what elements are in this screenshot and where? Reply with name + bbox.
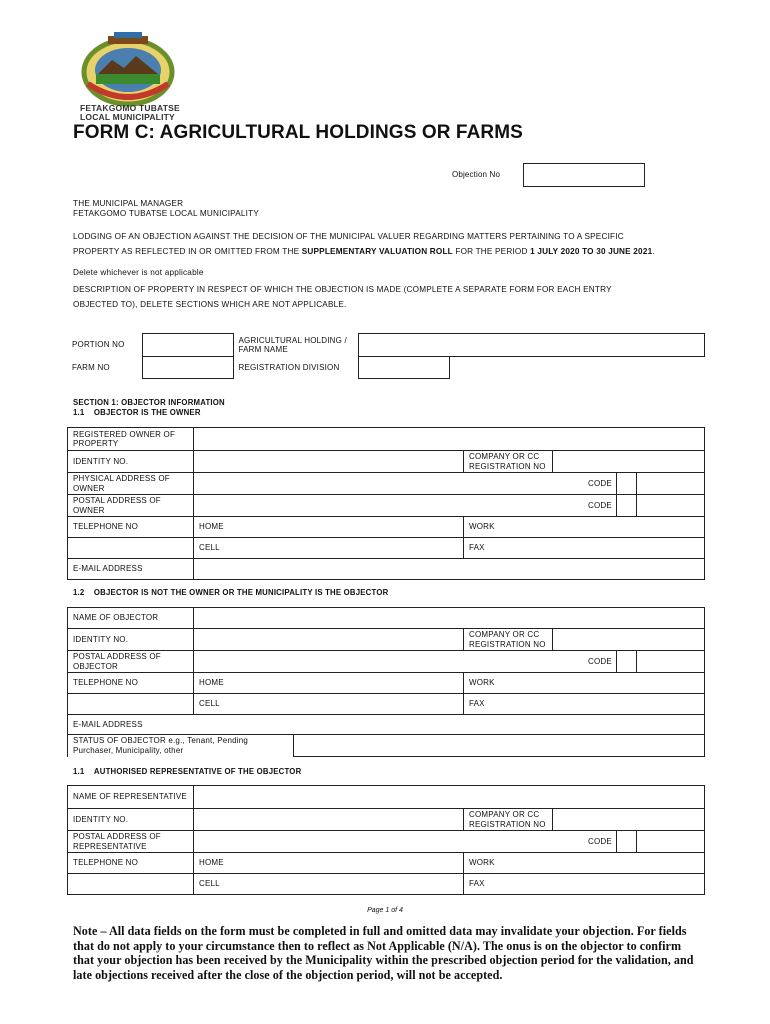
representative-heading: 1.1 AUTHORISED REPRESENTATIVE OF THE OBJECTOR <box>73 767 302 776</box>
rep-work-phone[interactable]: WORK <box>464 853 705 874</box>
rep-telephone-label: TELEPHONE NO <box>68 853 194 874</box>
identity-no-input[interactable] <box>194 451 464 473</box>
owner-table <box>67 427 705 580</box>
physical-code-input[interactable] <box>637 473 705 495</box>
rep-name-label: NAME OF REPRESENTATIVE <box>68 786 194 809</box>
objector-cell-phone[interactable]: CELL <box>194 694 464 715</box>
rep-postal-input[interactable] <box>194 831 617 853</box>
rep-cell-phone[interactable]: CELL <box>194 874 464 895</box>
rep-company-input[interactable] <box>553 809 705 831</box>
objector-identity-input[interactable] <box>194 629 464 651</box>
objector-home-phone[interactable]: HOME <box>194 673 464 694</box>
objection-no-input[interactable] <box>523 163 645 187</box>
farm-no-input[interactable] <box>142 357 233 379</box>
rep-code-input[interactable] <box>637 831 705 853</box>
objector-status-input[interactable] <box>294 735 705 757</box>
farm-no-label: FARM NO <box>72 362 110 372</box>
agri-holding-input[interactable] <box>358 334 704 357</box>
email-label: E-MAIL ADDRESS <box>68 559 194 580</box>
logo-text: FETAKGOMO TUBATSE LOCAL MUNICIPALITY <box>80 103 180 122</box>
physical-code-label: CODE <box>617 473 637 495</box>
representative-table <box>67 785 705 895</box>
objector-email-label: E-MAIL ADDRESS <box>68 715 705 735</box>
property-table <box>67 333 705 379</box>
fax-number[interactable]: FAX <box>464 538 705 559</box>
name-of-objector-input[interactable] <box>194 608 705 629</box>
objector-status-label: STATUS OF OBJECTOR e.g., Tenant, Pending Purchaser, Municipality, other <box>68 735 294 757</box>
registration-division-input[interactable] <box>358 357 449 379</box>
objector-company-label: COMPANY OR CC REGISTRATION NO <box>464 629 553 651</box>
rep-identity-input[interactable] <box>194 809 464 831</box>
company-reg-label: COMPANY OR CC REGISTRATION NO <box>464 451 553 473</box>
rep-home-phone[interactable]: HOME <box>194 853 464 874</box>
section-1-2-heading: 1.2 OBJECTOR IS NOT THE OWNER OR THE MUNICIPALITY IS THE OBJECTOR <box>73 588 389 597</box>
rep-code-label: CODE <box>617 831 637 853</box>
objector-identity-label: IDENTITY NO. <box>68 629 194 651</box>
postal-address-label: POSTAL ADDRESS OF OWNER <box>68 495 194 517</box>
footer-note: Note – All data fields on the form must be completed in full and omitted data may invalidate your objection. For fields that do not apply to your circumstance then to reflect as Not Applicable (N/A). The onus is on the objector to confirm that your objection has been received by the Municipality within the prescribed objection period for the validation, and late objections received after the close of the objection period, will not be accepted. <box>73 924 694 982</box>
registered-owner-label: REGISTERED OWNER OF PROPERTY <box>68 428 194 451</box>
rep-company-label: COMPANY OR CC REGISTRATION NO <box>464 809 553 831</box>
objection-no-label: Objection No <box>452 170 501 179</box>
objector-code-input[interactable] <box>637 651 705 673</box>
agri-holding-label: AGRICULTURAL HOLDING / FARM NAME <box>238 335 347 354</box>
rep-telephone-blank <box>68 874 194 895</box>
home-phone[interactable]: HOME <box>194 517 464 538</box>
objector-code-label: CODE <box>617 651 637 673</box>
identity-no-label: IDENTITY NO. <box>68 451 194 473</box>
objector-fax[interactable]: FAX <box>464 694 705 715</box>
objector-table <box>67 607 705 757</box>
postal-code-input[interactable] <box>637 495 705 517</box>
section-1-heading: SECTION 1: OBJECTOR INFORMATION 1.1 OBJECTOR IS THE OWNER <box>73 398 225 417</box>
rep-postal-label: POSTAL ADDRESS OF REPRESENTATIVE <box>68 831 194 853</box>
objector-company-input[interactable] <box>553 629 705 651</box>
physical-address-label: PHYSICAL ADDRESS OF OWNER <box>68 473 194 495</box>
telephone-label: TELEPHONE NO <box>68 517 194 538</box>
portion-no-input[interactable] <box>142 334 233 357</box>
rep-name-input[interactable] <box>194 786 705 809</box>
postal-code-label: CODE <box>617 495 637 517</box>
addressee: THE MUNICIPAL MANAGER FETAKGOMO TUBATSE LOCAL MUNICIPALITY <box>73 199 259 218</box>
email-input[interactable] <box>194 559 705 580</box>
form-title: FORM C: AGRICULTURAL HOLDINGS OR FARMS <box>73 122 523 143</box>
name-of-objector-label: NAME OF OBJECTOR <box>68 608 194 629</box>
company-reg-input[interactable] <box>553 451 705 473</box>
physical-address-input[interactable] <box>194 473 617 495</box>
objector-telephone-blank <box>68 694 194 715</box>
portion-no-label: PORTION NO <box>72 340 125 350</box>
objector-work-phone[interactable]: WORK <box>464 673 705 694</box>
page-number: Page 1 of 4 <box>367 907 403 914</box>
rep-identity-label: IDENTITY NO. <box>68 809 194 831</box>
objector-postal-label: POSTAL ADDRESS OF OBJECTOR <box>68 651 194 673</box>
rep-fax[interactable]: FAX <box>464 874 705 895</box>
cell-phone[interactable]: CELL <box>194 538 464 559</box>
description-paragraph: DESCRIPTION OF PROPERTY IN RESPECT OF WHICH THE OBJECTION IS MADE (COMPLETE A SEPARATE FORM FOR EACH ENTRY OBJECTED TO), DELETE SECTIONS WHICH ARE NOT APPLICABLE. <box>73 285 612 309</box>
registration-division-label: REGISTRATION DIVISION <box>238 362 340 372</box>
postal-address-input[interactable] <box>194 495 617 517</box>
objector-telephone-label: TELEPHONE NO <box>68 673 194 694</box>
delete-note: Delete whichever is not applicable <box>73 268 204 277</box>
work-phone[interactable]: WORK <box>464 517 705 538</box>
objector-postal-input[interactable] <box>194 651 617 673</box>
registered-owner-input[interactable] <box>194 428 705 451</box>
telephone-blank <box>68 538 194 559</box>
intro-paragraph: LODGING OF AN OBJECTION AGAINST THE DECISION OF THE MUNICIPAL VALUER REGARDING MATTERS PERTAINING TO A SPECIFIC PROPERTY AS REFLECTED IN OR OMITTED FROM THE SUPPLEMENTARY VALUATION ROLL FOR THE PERIOD 1 JULY 2020 TO 30 JUNE 2021. <box>73 232 655 256</box>
